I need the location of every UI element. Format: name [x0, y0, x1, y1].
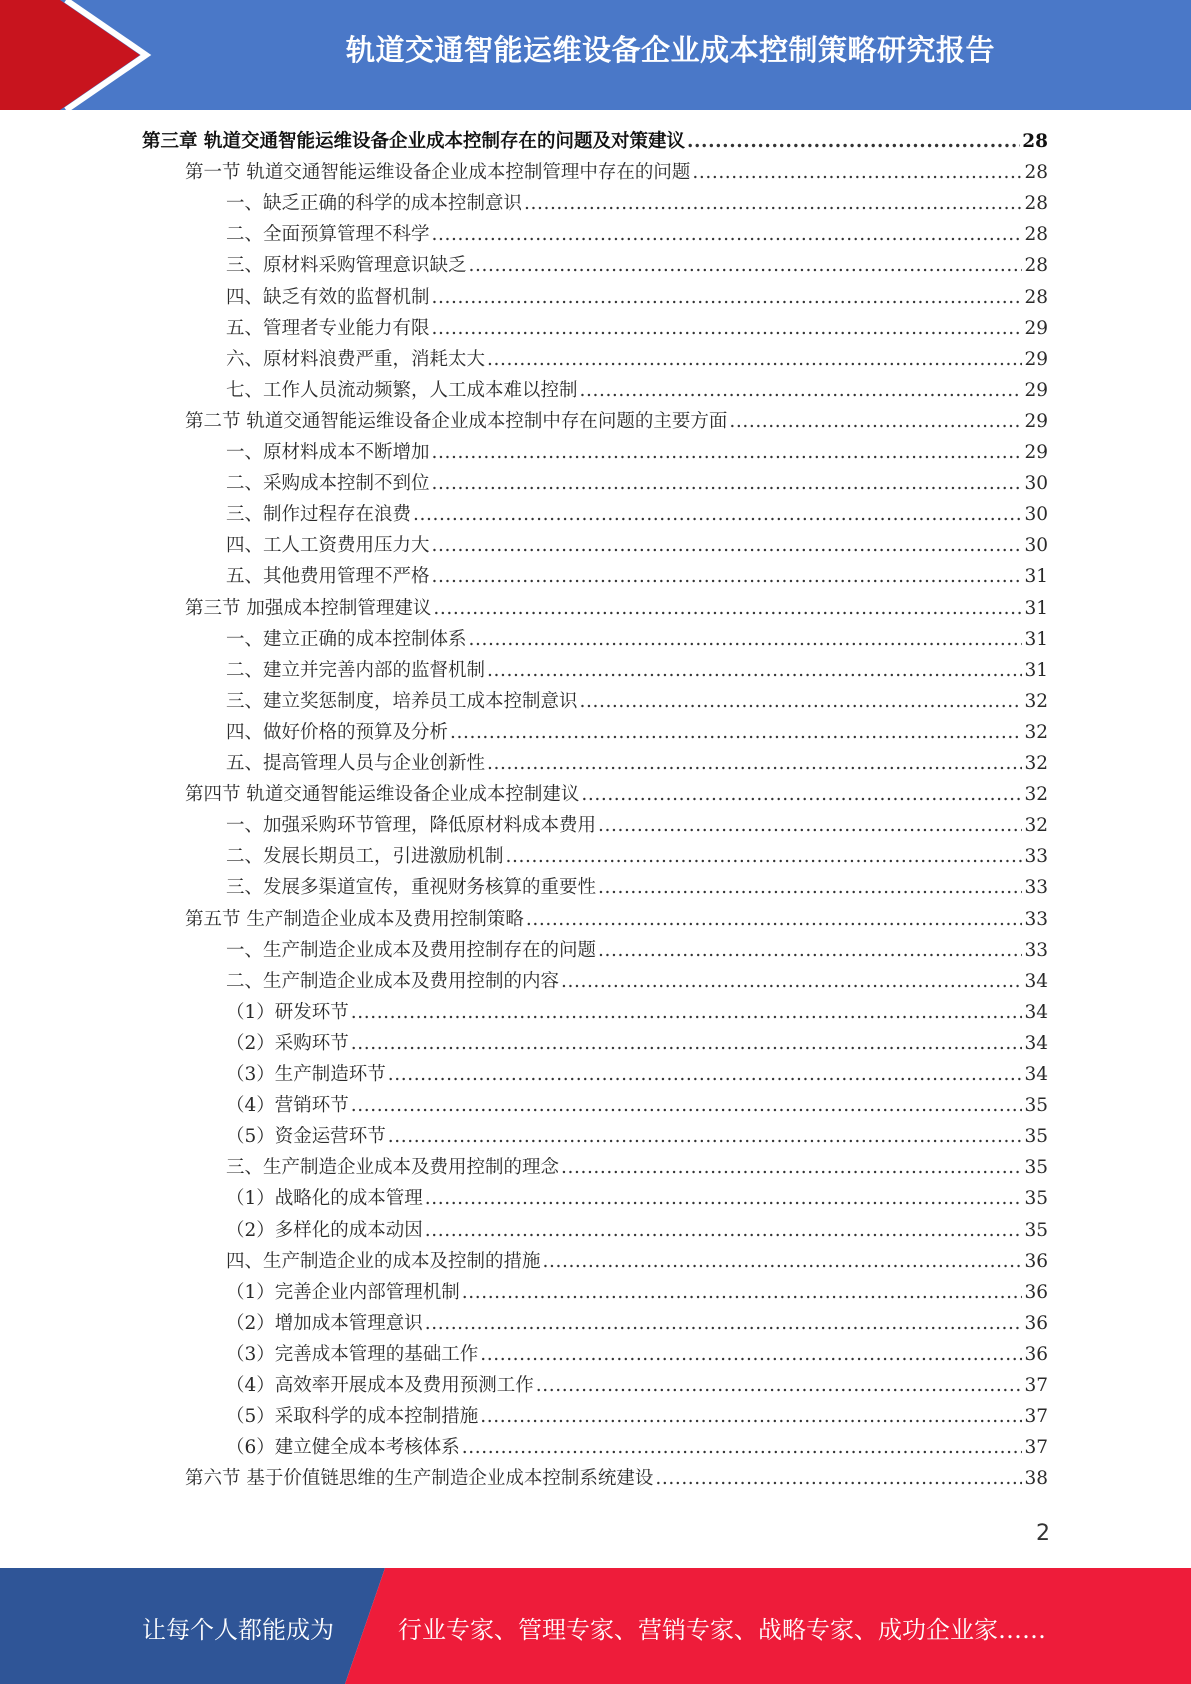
toc-entry-page: 29 — [1024, 379, 1048, 401]
footer-slogan-left: 让每个人都能成为 — [142, 1616, 334, 1644]
toc-entry-title: 第四节 轨道交通智能运维设备企业成本控制建议 — [185, 784, 580, 806]
toc-entry-title: 五、其他费用管理不严格 — [226, 566, 430, 588]
toc-entry-page: 31 — [1024, 628, 1048, 650]
toc-entry[interactable] — [226, 874, 1048, 902]
toc-dot-leader — [351, 1092, 1023, 1120]
toc-entry-title: （1）完善企业内部管理机制 — [226, 1281, 460, 1303]
toc-entry-title: （3）生产制造环节 — [226, 1064, 386, 1085]
toc-dot-leader — [598, 937, 1022, 965]
toc-entry-page: 33 — [1024, 877, 1048, 899]
toc-dot-leader — [487, 657, 1022, 685]
toc-dot-leader — [425, 1217, 1023, 1245]
toc-entry-title: （3）完善成本管理的基础工作 — [226, 1343, 479, 1365]
toc-dot-leader — [388, 1061, 1023, 1089]
toc-entry-title: 第二节 轨道交通智能运维设备企业成本控制中存在问题的主要方面 — [185, 410, 728, 432]
toc-entry-title: 二、发展长期员工，引进激励机制 — [226, 846, 504, 868]
toc-entry-title: （1）研发环节 — [226, 1001, 349, 1023]
toc-entry-title: 一、建立正确的成本控制体系 — [226, 628, 467, 650]
toc-entry-page: 30 — [1024, 504, 1048, 526]
toc-entry-title: 三、建立奖惩制度，培养员工成本控制意识 — [226, 690, 578, 712]
toc-dot-leader — [655, 1465, 1022, 1493]
toc-entry-page: 35 — [1024, 1095, 1048, 1117]
toc-entry[interactable] — [226, 532, 1048, 560]
toc-entry-title: 七、工作人员流动频繁，人工成本难以控制 — [226, 379, 578, 401]
toc-entry[interactable] — [226, 501, 1048, 529]
toc-dot-leader — [432, 563, 1023, 591]
toc-dot-leader — [432, 284, 1023, 312]
toc-entry-page: 32 — [1024, 690, 1048, 712]
toc-entry-title: 三、生产制造企业成本及费用控制的理念 — [226, 1157, 560, 1179]
toc-dot-leader — [561, 1154, 1022, 1182]
toc-entry[interactable] — [226, 719, 1048, 747]
toc-entry-title: 一、原材料成本不断增加 — [226, 442, 430, 463]
toc-dot-leader — [543, 1248, 1023, 1276]
toc-entry[interactable] — [226, 1217, 1048, 1245]
toc-dot-leader — [687, 128, 1020, 156]
toc-dot-leader — [432, 315, 1023, 343]
toc-entry[interactable] — [185, 595, 1048, 623]
toc-entry[interactable] — [226, 1310, 1048, 1338]
toc-entry-page: 31 — [1024, 597, 1048, 619]
footer-slogan-right: 行业专家、管理专家、营销专家、战略专家、成功企业家…… — [398, 1616, 1046, 1644]
toc-entry[interactable] — [185, 906, 1048, 934]
toc-entry[interactable] — [226, 563, 1048, 591]
toc-entry-page: 30 — [1024, 535, 1048, 557]
toc-entry-title: 二、生产制造企业成本及费用控制的内容 — [226, 970, 560, 992]
toc-entry[interactable] — [226, 221, 1048, 249]
toc-entry-page: 29 — [1024, 410, 1048, 432]
toc-entry-title: 五、管理者专业能力有限 — [226, 317, 430, 339]
toc-entry-title: 二、采购成本控制不到位 — [226, 473, 430, 495]
toc-dot-leader — [351, 999, 1023, 1027]
toc-entry-page: 34 — [1024, 970, 1048, 992]
toc-entry-title: 四、生产制造企业的成本及控制的措施 — [226, 1250, 541, 1272]
toc-entry[interactable] — [226, 750, 1048, 778]
toc-entry-page: 35 — [1024, 1126, 1048, 1148]
toc-entry-title: 第三节 加强成本控制管理建议 — [185, 597, 432, 619]
toc-entry-title: （5）采取科学的成本控制措施 — [226, 1406, 479, 1428]
toc-entry-page: 37 — [1024, 1437, 1048, 1459]
toc-entry-page: 36 — [1024, 1281, 1048, 1303]
toc-entry-page: 31 — [1024, 566, 1048, 588]
toc-dot-leader — [425, 1185, 1023, 1213]
toc-entry-title: 二、建立并完善内部的监督机制 — [226, 659, 486, 681]
toc-dot-leader — [561, 968, 1022, 996]
toc-entry-page: 28 — [1024, 224, 1048, 246]
toc-dot-leader — [526, 906, 1023, 934]
toc-dot-leader — [487, 750, 1022, 778]
toc-entry-page: 28 — [1024, 193, 1048, 215]
toc-entry[interactable] — [226, 252, 1048, 280]
toc-entry-title: 一、缺乏正确的科学的成本控制意识 — [226, 193, 523, 215]
toc-dot-leader — [598, 812, 1022, 840]
toc-entry[interactable] — [226, 1248, 1048, 1276]
toc-entry[interactable] — [226, 315, 1048, 343]
toc-dot-leader — [487, 346, 1022, 374]
toc-entry[interactable] — [185, 159, 1048, 187]
toc-entry[interactable] — [226, 284, 1048, 312]
toc-entry[interactable] — [226, 1341, 1048, 1369]
toc-entry-page: 35 — [1024, 1188, 1048, 1210]
toc-entry-page: 35 — [1024, 1219, 1048, 1241]
toc-entry[interactable] — [226, 688, 1048, 716]
toc-dot-leader — [450, 719, 1022, 747]
toc-entry-title: 四、做好价格的预算及分析 — [226, 721, 449, 743]
toc-entry-page: 33 — [1024, 939, 1048, 961]
toc-entry[interactable] — [185, 781, 1048, 809]
toc-dot-leader — [692, 159, 1022, 187]
toc-entry-title: 第五节 生产制造企业成本及费用控制策略 — [185, 908, 524, 930]
toc-entry-page: 29 — [1024, 442, 1048, 463]
toc-entry[interactable] — [226, 1185, 1048, 1213]
toc-entry-page: 38 — [1024, 1468, 1048, 1490]
toc-dot-leader — [388, 1123, 1023, 1151]
toc-entry-page: 37 — [1024, 1406, 1048, 1428]
toc-entry[interactable] — [226, 626, 1048, 654]
page-number: 2 — [1036, 1521, 1050, 1546]
toc-entry[interactable] — [226, 1434, 1048, 1462]
toc-entry[interactable] — [226, 470, 1048, 498]
toc-entry[interactable] — [226, 1403, 1048, 1431]
toc-entry[interactable] — [226, 657, 1048, 685]
toc-dot-leader — [432, 221, 1023, 249]
toc-dot-leader — [469, 626, 1023, 654]
toc-entry-page: 33 — [1024, 846, 1048, 868]
toc-entry-title: 第六节 基于价值链思维的生产制造企业成本控制系统建设 — [185, 1468, 654, 1490]
toc-entry-title: 一、加强采购环节管理，降低原材料成本费用 — [226, 815, 597, 837]
toc-dot-leader — [581, 781, 1022, 809]
toc-dot-leader — [433, 595, 1022, 623]
document-title: 轨道交通智能运维设备企业成本控制策略研究报告 — [345, 33, 995, 67]
toc-entry-page: 28 — [1024, 286, 1048, 308]
toc-dot-leader — [598, 874, 1022, 902]
toc-entry-page: 32 — [1024, 753, 1048, 774]
toc-entry-page: 36 — [1024, 1250, 1048, 1272]
page-header — [0, 0, 1191, 110]
toc-entry-page: 28 — [1024, 162, 1048, 184]
toc-entry-page: 30 — [1024, 473, 1048, 495]
toc-entry-title: 二、全面预算管理不科学 — [226, 224, 430, 246]
toc-entry-page: 28 — [1022, 131, 1048, 152]
toc-entry-title: （4）高效率开展成本及费用预测工作 — [226, 1375, 534, 1396]
toc-dot-leader — [524, 190, 1022, 218]
toc-dot-leader — [506, 843, 1023, 871]
toc-entry-title: 六、原材料浪费严重，消耗太大 — [226, 348, 486, 370]
toc-entry-title: （2）增加成本管理意识 — [226, 1312, 423, 1334]
toc-entry-page: 32 — [1024, 721, 1048, 743]
toc-dot-leader — [462, 1434, 1023, 1462]
toc-entry-title: （6）建立健全成本考核体系 — [226, 1437, 460, 1459]
toc-entry-title: 四、工人工资费用压力大 — [226, 535, 430, 557]
toc-entry[interactable] — [226, 1372, 1048, 1400]
toc-dot-leader — [480, 1403, 1022, 1431]
toc-entry[interactable] — [226, 937, 1048, 965]
toc-entry-title: 四、缺乏有效的监督机制 — [226, 286, 430, 308]
toc-entry[interactable] — [226, 843, 1048, 871]
toc-dot-leader — [580, 377, 1023, 405]
toc-entry-page: 32 — [1024, 784, 1048, 806]
toc-entry[interactable] — [185, 1465, 1048, 1493]
toc-entry-title: （2）多样化的成本动因 — [226, 1219, 423, 1241]
toc-entry-page: 33 — [1024, 908, 1048, 930]
toc-entry[interactable] — [226, 439, 1048, 467]
toc-entry-title: （5）资金运营环节 — [226, 1126, 386, 1148]
toc-entry[interactable] — [226, 1092, 1048, 1120]
toc-entry[interactable] — [226, 968, 1048, 996]
page-footer — [0, 1568, 1191, 1684]
toc-entry-page: 34 — [1024, 1032, 1048, 1054]
toc-entry-page: 34 — [1024, 1001, 1048, 1023]
toc-entry-title: （1）战略化的成本管理 — [226, 1188, 423, 1210]
toc-dot-leader — [462, 1279, 1023, 1307]
toc-entry-page: 32 — [1024, 815, 1048, 837]
toc-dot-leader — [580, 688, 1023, 716]
toc-entry-title: 三、制作过程存在浪费 — [226, 504, 412, 526]
toc-entry[interactable] — [226, 1030, 1048, 1058]
toc-dot-leader — [432, 439, 1023, 467]
toc-entry[interactable] — [226, 346, 1048, 374]
toc-entry[interactable] — [226, 377, 1048, 405]
toc-dot-leader — [351, 1030, 1023, 1058]
toc-entry[interactable] — [226, 999, 1048, 1027]
toc-entry-page: 34 — [1024, 1064, 1048, 1085]
toc-entry-title: 第三章 轨道交通智能运维设备企业成本控制存在的问题及对策建议 — [142, 131, 685, 152]
toc-entry-page: 35 — [1024, 1157, 1048, 1179]
toc-entry[interactable] — [226, 1154, 1048, 1182]
toc-entry-title: 五、提高管理人员与企业创新性 — [226, 753, 486, 774]
toc-entry-page: 36 — [1024, 1343, 1048, 1365]
toc-entry-page: 29 — [1024, 348, 1048, 370]
toc-entry[interactable] — [226, 1061, 1048, 1089]
toc-entry[interactable] — [185, 408, 1048, 436]
toc-entry-title: 三、原材料采购管理意识缺乏 — [226, 255, 467, 277]
toc-entry-title: 第一节 轨道交通智能运维设备企业成本控制管理中存在的问题 — [185, 162, 691, 184]
toc-entry-title: （4）营销环节 — [226, 1095, 349, 1117]
toc-entry[interactable] — [226, 190, 1048, 218]
toc-entry-title: 一、生产制造企业成本及费用控制存在的问题 — [226, 939, 597, 961]
toc-dot-leader — [469, 252, 1023, 280]
toc-dot-leader — [480, 1341, 1022, 1369]
toc-dot-leader — [536, 1372, 1023, 1400]
toc-entry-page: 37 — [1024, 1375, 1048, 1396]
toc-dot-leader — [729, 408, 1022, 436]
toc-entry-title: （2）采购环节 — [226, 1032, 349, 1054]
toc-dot-leader — [432, 470, 1023, 498]
toc-entry[interactable] — [226, 812, 1048, 840]
toc-entry-page: 31 — [1024, 659, 1048, 681]
toc-entry-page: 29 — [1024, 317, 1048, 339]
toc-dot-leader — [425, 1310, 1023, 1338]
toc-dot-leader — [413, 501, 1022, 529]
toc-entry-page: 36 — [1024, 1312, 1048, 1334]
toc-entry-page: 28 — [1024, 255, 1048, 277]
toc-entry-title: 三、发展多渠道宣传，重视财务核算的重要性 — [226, 877, 597, 899]
toc-dot-leader — [432, 532, 1023, 560]
toc-entry[interactable] — [226, 1279, 1048, 1307]
toc-entry[interactable] — [226, 1123, 1048, 1151]
toc-entry[interactable] — [142, 128, 1048, 156]
